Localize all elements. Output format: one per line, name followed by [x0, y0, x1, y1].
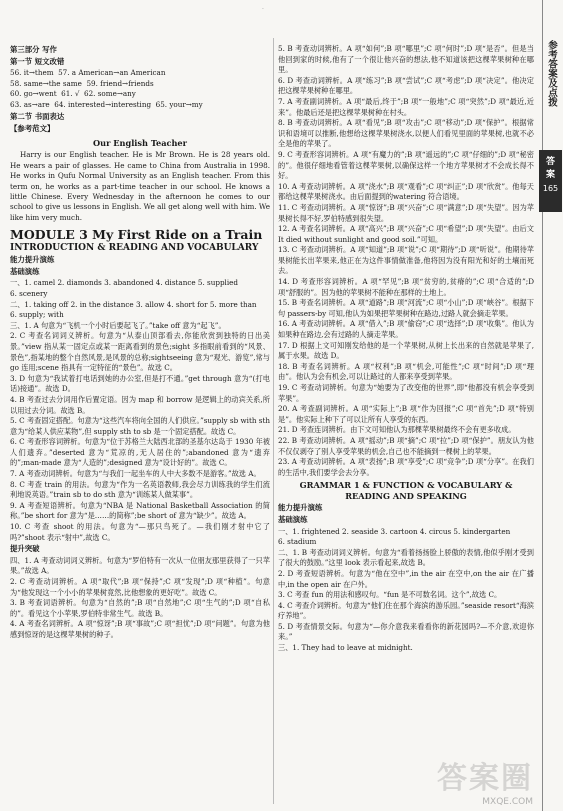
answer-item: 10. C 考查 shoot 的用法。句意为“—那只鸟死了。—我们刚才射中它了吗?”shoot 表示“射中”,故选 C。 — [10, 522, 270, 542]
correction-line: 56. it→them 57. a American→an American — [10, 68, 166, 78]
answer-item: 5. D 考查情景交际。句意为“—你介意我来看看你的新花园吗?—不介意,欢迎你来。” — [278, 621, 534, 642]
answer-item: 二、1. B 考查动词词义辨析。句意为“看着扬扬脸上骄傲的表情,他似乎刚才受到了很大的鼓励。”这里 look 表示看起来,故选 B。 — [278, 547, 534, 568]
badge-char: 案 — [545, 170, 555, 180]
basic-heading: 基础演练 — [10, 266, 40, 276]
correction-line: 63. as→are 64. interested→interesting 65. your→my — [10, 99, 203, 109]
watermark-logo: 答案圈 — [437, 761, 533, 796]
answer-item: 20. A 考查副词辨析。A 项“实际上”;B 项“作为回报”;C 项“首先”;D 项“特别是”。他实际上种下了可以让所有人享受的东西。 — [278, 404, 534, 424]
answer-item: 6. D 考查动词辨析。A 项“练习”;B 项“尝试”;C 项“考虑”;D 项“决定”。他决定把这棵苹果树种在哪里。 — [278, 75, 534, 96]
page-number: 165 — [542, 184, 559, 193]
grammar-title: GRAMMAR 1 & FUNCTION & VOCABULARY & READING AND SPEAKING — [299, 480, 513, 502]
answer-line: 三、1. They had to leave at midnight. — [278, 643, 413, 653]
answer-item: 4. C 考查介词辨析。句意为“他们住在那个海滨的游乐园。”seaside resort“海滨疗养地”。 — [278, 600, 534, 621]
answer-item: 15. B 考查名词辨析。A 项“道路”;B 项“河流”;C 项“小山”;D 项“峡谷”。根据下句 passers-by 可知,他认为如果把苹果树种在路边,过路人就会摘走苹果。 — [278, 298, 534, 318]
left-column — [10, 44, 270, 641]
section2-heading: 第二节 书面表达 — [10, 111, 65, 121]
answer-item: 5. B 考查动词辨析。A 项“如何”;B 项“哪里”;C 项“何时”;D 项“是否”。但是当他回到家的时候,他有了一个很让他兴奋的想法,他不知道该把这棵苹果树种在哪里。 — [278, 44, 534, 75]
side-tab — [537, 0, 563, 811]
answer-item: 16. A 考查动词辨析。A 项“借入”;B 项“偷窃”;C 项“选择”;D 项“收集”。他认为如果种在路边,会有过路的人摘走苹果。 — [278, 319, 534, 340]
badge-char: 答 — [545, 157, 555, 167]
watermark-url: MXQE.COM — [482, 797, 533, 807]
correction-line: 60. go→went 61. √ 62. some→any — [10, 89, 136, 99]
answer-item: 18. B 考查名词辨析。A 项“权利”;B 项“机会,可能性”;C 项“时间”;D 项“理由”。他认为会有机会,可以让路过的人都来享受到苹果。 — [278, 361, 534, 382]
answer-item: 2. D 考查短语辨析。句意为“他在空中”,in the air 在空中,on the air 在广播中,in the open air 在户外。 — [278, 568, 534, 589]
ability-heading: 能力提升演练 — [278, 503, 323, 513]
answer-item: 17. D 根据上文可知刚发给他的是一个苹果树,从树上长出来的自然就是苹果了,属于水果。故选 D。 — [278, 340, 534, 361]
answer-item: 12. A 考查名词辨析。A 项“高兴”;B 项“兴奋”;C 项“希望”;D 项“失望”。由后文 It died without sunlight and good soil.”可知。 — [278, 224, 534, 244]
answer-line: 6. scenery — [10, 288, 48, 298]
answer-item: 8. C 考查 train 的用法。句意为“作为一名英语教师,我会尽力训练我的学生们流利地说英语。”train sb to do sth 意为“训练某人做某事”。 — [10, 479, 270, 500]
answer-item: 8. B 考查动词辨析。A 项“看见”;B 项“攻击”;C 项“移动”;D 项“保护”。根据常识和语境可以推断,他想给这棵苹果树浇水,以便人们看见里面的苹果树,也就不必全是他的苹果了。 — [278, 118, 534, 149]
answer-item: 13. C 考查动词辨析。A 项“知道”;B 项“说”;C 项“期待”;D 项“听说”。他期待苹果树能长出苹果来,他正在为这件事情做准备,他将因为没有阳光和好的土壤而死去。 — [278, 245, 534, 276]
answer-item: 4. A 考查名词辨析。A 项“惊讶”;B 项“事故”;C 项“担忧”;D 项“问题”。句意为他感到惊讶的是这棵苹果树的种子。 — [10, 619, 270, 639]
module-title: MODULE 3 My First Ride on a Train — [10, 227, 263, 243]
answer-item: 四、1. A 考查动词词义辨析。句意为“罗伯特有一次从一位朋友那里获得了一只苹果。”故选 A。 — [10, 555, 270, 576]
answer-item: 21. D 考查连词辨析。由下文可知他认为那棵苹果树最终不会有更多收成。 — [278, 425, 516, 435]
answer-item: 2. C 考查动词辨析。A 项“取代”;B 项“保持”;C 项“发现”;D 项“种植”。句意为“他发现这一个小小的苹果树竟然,比他想象的更好吃”。故选 C。 — [10, 577, 270, 597]
answer-item: 14. D 考查形容词辨析。A 项“罕见”;B 项“贫穷的,贫瘠的”;C 项“合适的”;D 项“舒服的”。因为他的苹果树不能种在那样的土地上。 — [278, 277, 534, 297]
answer-line: 二、1. taking off 2. in the distance 3. allow 4. short for 5. more than — [10, 299, 257, 309]
essay-body — [10, 150, 270, 223]
answer-item: 6. C 考查形容词辨析。句意为“位于苏格兰大陆西北部的圣基尔达岛于 1930 年被人们遗弃。”deserted 意为“荒凉的,无人居住的”;abandoned 意为“遗弃的”;man-made 意为“人造的”;designed 意为“设计好的”。故选 C。 — [10, 437, 270, 468]
answer-item: 3. C 考查 fun 的用法和感叹句。“fun 是不可数名词。这个”,故选 C。 — [278, 590, 502, 600]
correction-line: 58. same→the same 59. friend→friends — [10, 78, 154, 88]
answer-item: 4. B 考查过去分词用作后置定语。因为 map 和 borrow 是逻辑上的动宾关系,所以用过去分词。故选 B。 — [10, 394, 270, 415]
essay-title: Our English Teacher — [93, 137, 187, 148]
module-subtitle: INTRODUCTION & READING AND VOCABULARY — [10, 243, 259, 254]
answer-item: 5. C 考查固定搭配。句意为“这些汽车将向全国的人们供应。”supply sb with sth 意为“给某人供应某物”,但 supply sth to sb 是一个固定搭配。故选 C。 — [10, 416, 270, 436]
answer-line: 一、1. camel 2. diamonds 3. abandoned 4. distance 5. supplied — [10, 278, 239, 288]
answer-line: 6. stadium — [278, 537, 317, 547]
sample-essay-tag: 【参考范文】 — [10, 124, 55, 134]
tisheng-heading: 提升突破 — [10, 544, 40, 554]
answer-item: 三、1. A 句意为“飞机一个小时后要起飞了。”take off 意为“起飞”。 — [10, 320, 226, 330]
top-mark: · — [262, 6, 264, 13]
answer-item: 23. A 考查动词辨析。A 项“表扬”;B 项“享受”;C 项“竞争”;D 项“分享”。在我们的生活中,我们要学会去分享。 — [278, 457, 534, 477]
answer-item: 3. B 考查词语辨析。句意为“自然的”;B 项“自然地”;C 项“生气的”;D 项“自私的”。看见这个小苹果,罗伯特非常生气。故选 B。 — [10, 598, 270, 618]
answer-item: 9. A 考查短语辨析。句意为“NBA 是 National Basketball Association 的简称。”be short for 意为“是……的简称”;be short of 意为“缺少”。故选 A。 — [10, 500, 270, 521]
side-title: 参考答案及点拨 — [546, 40, 557, 107]
answer-item: 10. A 考查动词辨析。A 项“浇水”;B 项“观看”;C 项“纠正”;D 项“欣赏”。他每天都给这棵苹果树浇水。由后面提到的watering 符合语境。 — [278, 181, 534, 202]
answer-item: 22. B 考查动词辨析。A 项“摇动”;B 项“摘”;C 项“拉”;D 项“保护”。朋友认为他不仅仅剥夺了别人享受苹果的机会,自己也不能摘到一棵树上的苹果。 — [278, 435, 534, 456]
essay-paragraph: Harry is our English teacher. He is Mr Brown. He is 28 years old. He wears a pair of glasses. He came to China from Australia in 1998. He works in Qufu Normal University as an English teacher. From this term on, he works as a part-time teacher in our school. He knows a little Chinese. Every Wednesday in the afternoon he comes to our school to give us lessons in English. We all get along well with him. We like him very much. — [10, 150, 270, 222]
section1-heading: 第一节 短文改错 — [10, 56, 65, 66]
answer-item: 19. C 考查动词辨析。句意为“她要为了改变他的世界”,即“他都没有机会享受到苹果”。 — [278, 383, 534, 403]
basic-heading: 基础演练 — [278, 514, 308, 524]
answer-badge — [539, 150, 562, 212]
answer-item: 9. C 考查形容词辨析。A 项“有魔力的”;B 项“遥远的”;C 项“仔细的”;D 项“秘密的”。他很仔细地看管着这棵苹果树,以确保这样一个地方苹果树才不会成长得不好。 — [278, 149, 534, 181]
ability-heading: 能力提升演练 — [10, 255, 55, 265]
answer-item: 3. D 句意为“我试着打电话到她的办公室,但是打不通。”get through 意为“(打电话)接通”。故选 D。 — [10, 373, 270, 394]
answer-item: 7. A 考查动词辨析。句意为“与我们一起坐车的人中大多数不是游客。”故选 A。 — [10, 469, 261, 479]
answer-item: 11. C 考查动词辨析。A 项“惊讶”;B 项“兴奋”;C 项“满意”;D 项“失望”。因为苹果树长得不好,罗伯特感到很失望。 — [278, 202, 534, 223]
answer-line: 6. supply; with — [10, 310, 64, 320]
answer-item: 2. C 考查名词词义辨析。句意为“从泰山顶部看去,你能欣赏到独特的日出美景。”view 指从某一固定点或某一距离看到的景色;sight 多指眼前看到的“风景、景色”,指某地的整个自然风景,是风景的总称;sightseeing 意为“观光、游览”,常与 go 连用;scene 指具有一定特征的“景色”。故选 C。 — [10, 331, 270, 373]
side-strip — [542, 0, 557, 811]
right-column — [278, 44, 534, 654]
answer-line: 一、1. frightened 2. seaside 3. cartoon 4. circus 5. kindergarten — [278, 526, 511, 536]
column-divider — [273, 38, 274, 804]
part3-heading: 第三部分 写作 — [10, 45, 57, 54]
answer-item: 7. A 考查副词辨析。A 项“最后,终于”;B 项“一般地”;C 项“突然”;D 项“最近,近来”。他最后还是把这棵苹果树种在村头。 — [278, 96, 534, 117]
